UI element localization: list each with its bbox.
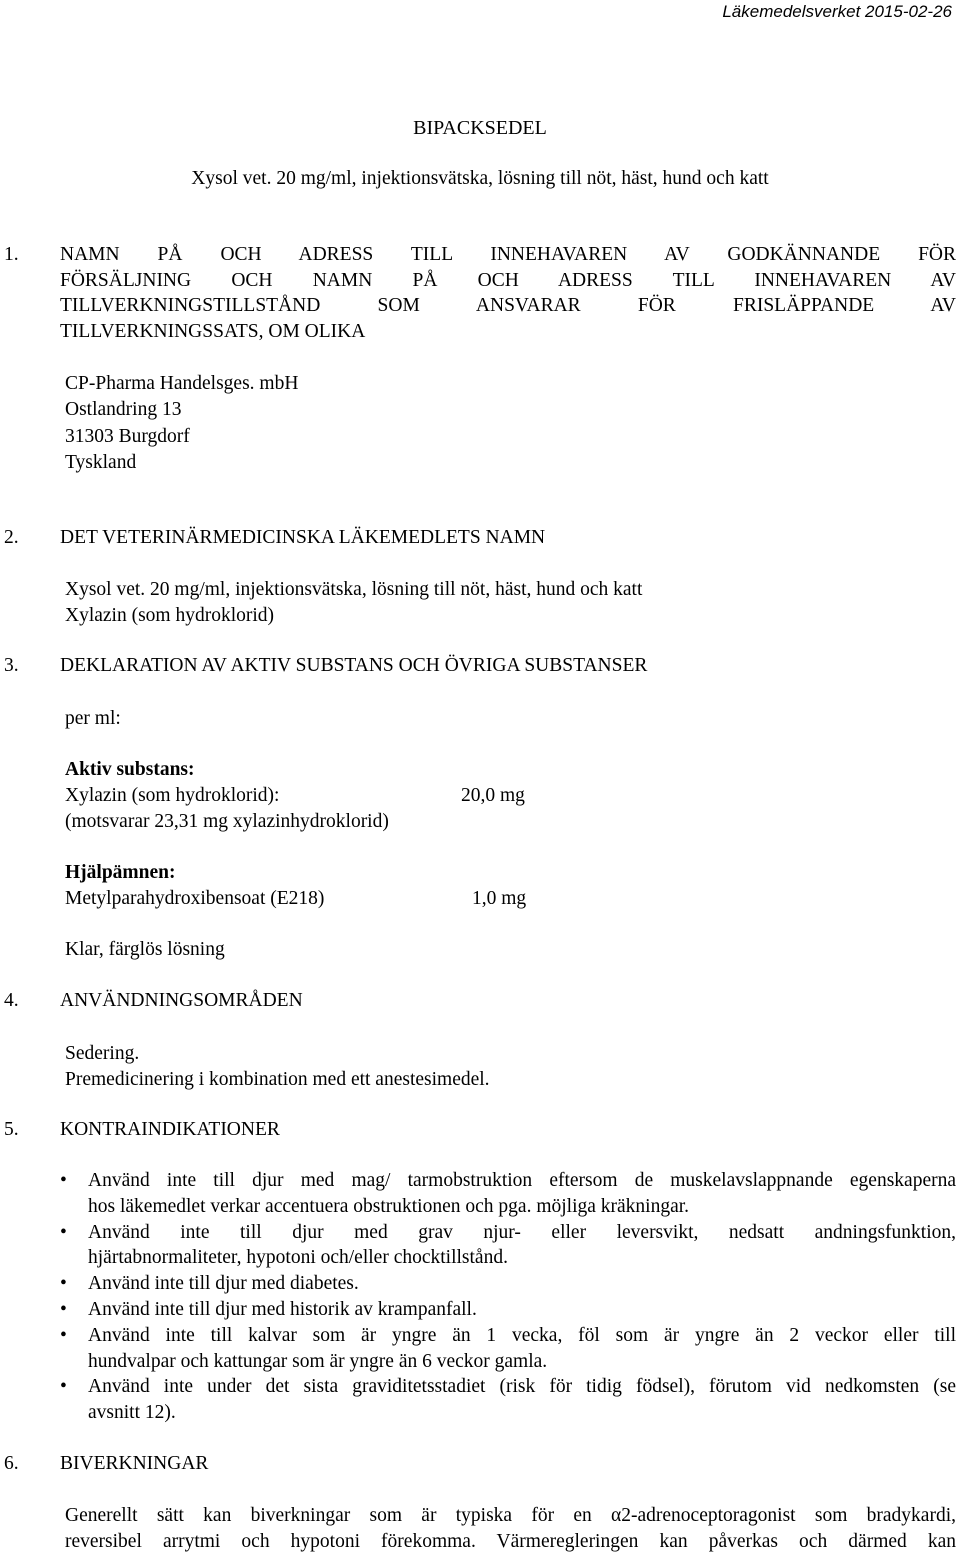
section-4-heading: ANVÄNDNINGSOMRÅDEN	[60, 990, 303, 1011]
section-1-number: 1.	[4, 244, 19, 265]
address-line: Tyskland	[65, 451, 137, 473]
active-substance-line: Xylazin (som hydroklorid)	[65, 605, 275, 626]
list-item: • Använd inte till djur med grav njur- eller leversvikt, nedsatt andningsfunktion, hjärtabnormaliteter, hypotoni och/eller chocktillstånd.	[60, 1221, 956, 1269]
page-header: Läkemedelsverket 2015-02-26	[722, 2, 952, 21]
list-item: • Använd inte till kalvar som är yngre än 1 vecka, föl som är yngre än 2 veckor eller till hundvalpar och kattungar som är yngre än 6 veckor gamla.	[60, 1324, 956, 1372]
active-substance-label: Aktiv substans:	[65, 759, 195, 780]
mah-address	[65, 371, 298, 476]
bullet-icon: •	[60, 1324, 67, 1346]
adverse-effects-line: reversibel arrytmi och hypotoni förekomma. Värmeregleringen kan påverkas och därmed kan	[65, 1531, 956, 1552]
active-substance-name: Xylazin (som hydroklorid):	[65, 785, 280, 806]
list-item: • Använd inte till djur med mag/ tarmobstruktion eftersom de muskelavslappnande egenskaperna hos läkemedlet verkar accentuera obstruktionen och pga. möjliga kräkningar.	[60, 1170, 956, 1217]
section-1-heading-line: TILLVERKNINGSTILLSTÅND SOM ANSVARAR FÖR FRISLÄPPANDE AV	[60, 295, 956, 316]
list-item: • Använd inte till djur med diabetes.	[60, 1271, 956, 1297]
adverse-effects-line: Generellt sätt kan biverkningar som är typiska för en α2-adrenoceptoragonist som bradykardi,	[65, 1505, 956, 1526]
section-2-body	[65, 577, 642, 629]
section-6-number: 6.	[4, 1453, 19, 1474]
section-1-heading-line: NAMN PÅ OCH ADRESS TILL INNEHAVAREN AV GODKÄNNANDE FÖR	[60, 244, 956, 265]
section-5-number: 5.	[4, 1119, 19, 1140]
active-substance-amount: 20,0 mg	[461, 785, 525, 806]
excipient-label: Hjälpämnen:	[65, 862, 176, 883]
section-3-heading: DEKLARATION AV AKTIV SUBSTANS OCH ÖVRIGA SUBSTANSER	[60, 655, 648, 676]
section-3-number: 3.	[4, 655, 19, 676]
list-item: • Använd inte till djur med historik av krampanfall.	[60, 1297, 956, 1323]
active-substance-note: (motsvarar 23,31 mg xylazinhydroklorid)	[65, 811, 389, 832]
per-ml-label: per ml:	[65, 708, 121, 729]
section-2-heading: DET VETERINÄRMEDICINSKA LÄKEMEDLETS NAMN	[60, 527, 546, 548]
bullet-icon: •	[60, 1298, 67, 1320]
address-line: CP-Pharma Handelsges. mbH	[65, 373, 299, 394]
excipient-amount: 1,0 mg	[472, 888, 527, 909]
excipient-name: Metylparahydroxibensoat (E218)	[65, 888, 325, 909]
bullet-icon: •	[60, 1170, 67, 1191]
bullet-icon: •	[60, 1273, 67, 1295]
section-1-heading	[60, 242, 956, 344]
indication-line: Premedicinering i kombination med ett anestesimedel.	[65, 1069, 490, 1090]
section-4-number: 4.	[4, 990, 19, 1011]
address-line: Ostlandring 13	[65, 399, 182, 421]
section-1-heading-line: TILLVERKNINGSSATS, OM OLIKA	[60, 320, 366, 342]
section-1-heading-line: FÖRSÄLJNING OCH NAMN PÅ OCH ADRESS TILL INNEHAVAREN AV	[60, 269, 956, 291]
contraindication-list	[60, 1168, 956, 1426]
section-2-number: 2.	[4, 527, 19, 548]
bullet-icon: •	[60, 1221, 67, 1243]
product-name-line: Xysol vet. 20 mg/ml, injektionsvätska, lösning till nöt, häst, hund och katt	[65, 579, 643, 600]
bullet-icon: •	[60, 1376, 67, 1398]
document-title: BIPACKSEDEL	[413, 117, 547, 139]
section-6-body	[65, 1503, 956, 1555]
indication-line: Sedering.	[65, 1043, 140, 1064]
list-item: • Använd inte under det sista graviditetsstadiet (risk för tidig födsel), förutom vid nedkomsten (se avsnitt 12).	[60, 1376, 956, 1424]
section-5-heading: KONTRAINDIKATIONER	[60, 1119, 280, 1140]
document-subtitle: Xysol vet. 20 mg/ml, injektionsvätska, lösning till nöt, häst, hund och katt	[191, 168, 769, 189]
section-6-heading: BIVERKNINGAR	[60, 1453, 209, 1474]
address-line: 31303 Burgdorf	[65, 425, 190, 447]
appearance-text: Klar, färglös lösning	[65, 939, 225, 960]
section-4-body	[65, 1041, 490, 1093]
